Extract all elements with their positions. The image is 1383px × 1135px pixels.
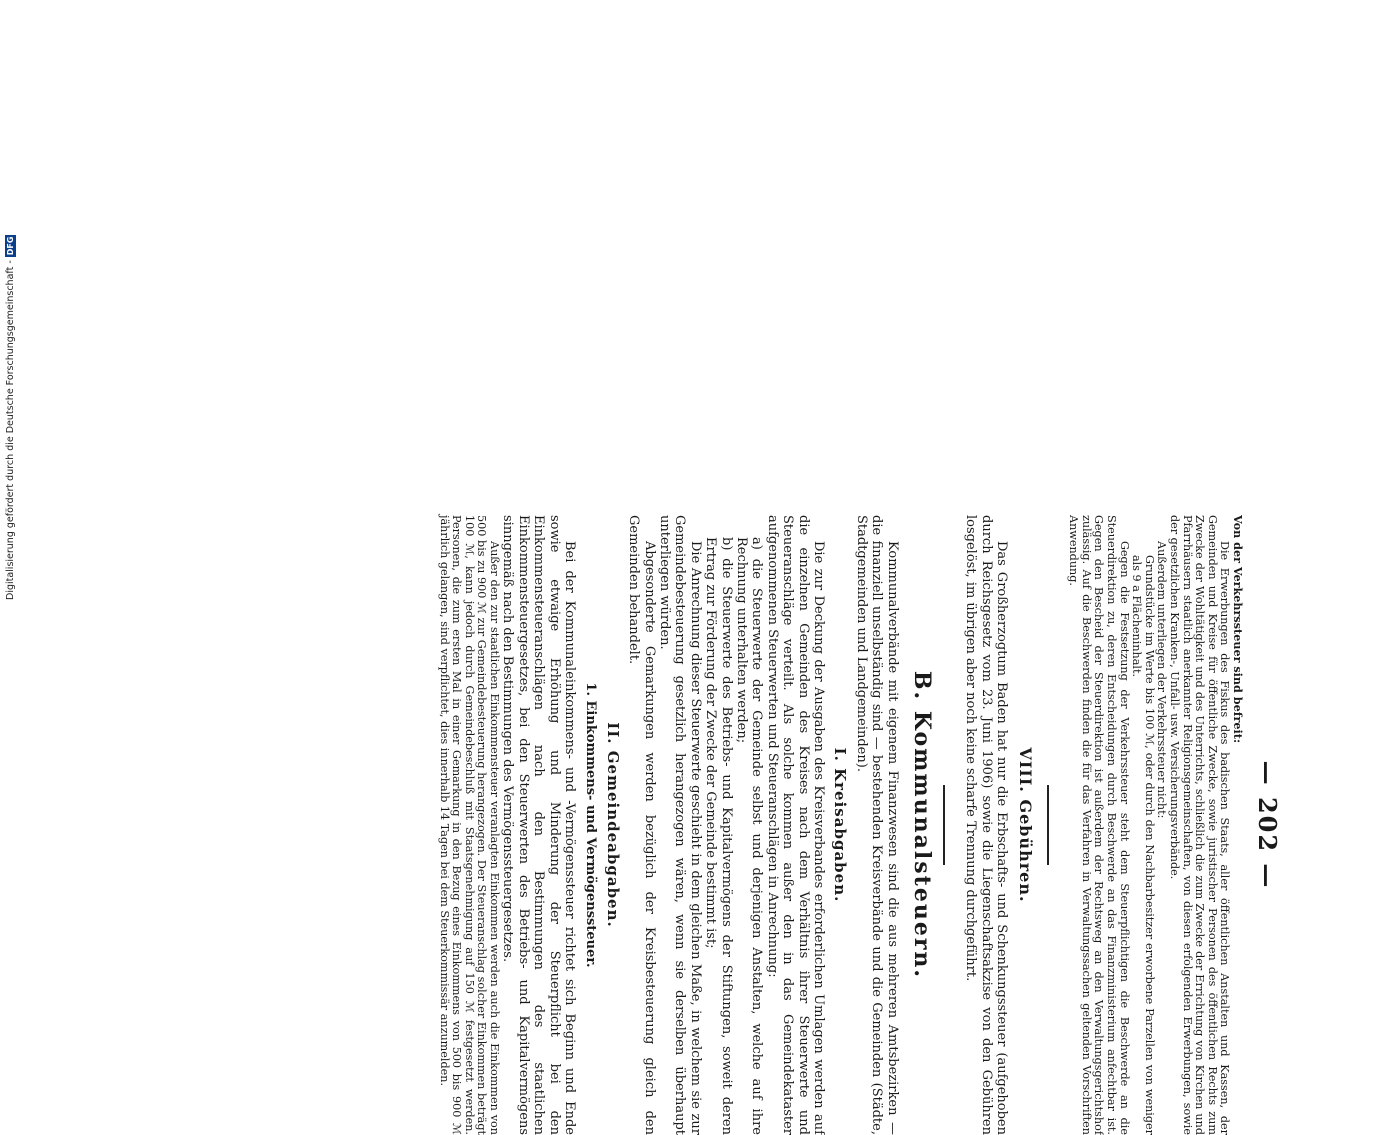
footer-credit <box>0 200 20 600</box>
text-column <box>437 515 1244 1135</box>
paragraph-small-parcels: Grundstücke im Werte bis 100 ℳ, oder durch den Nachbarbesitzer erworbene Parzellen von weniger als 9 a Flächeninhalt. <box>1130 555 1156 1135</box>
paragraph-municipal-unions: Kommunalverbände mit eigenem Finanzwesen sind die aus mehreren Amtsbezirken — die finanziell unselbständig sind — bestehenden Kreisverbände und die Gemeinden (Städte, Stadtgemeinden und Landgemeinden). <box>853 515 900 1135</box>
heading-ii: II. Gemeindeabgaben. <box>603 722 622 928</box>
paragraph-separate-districts: Abgesonderte Gemarkungen werden bezüglich der Kreisbesteuerung gleich den Gemeinden behandelt. <box>626 515 657 1135</box>
heading-income-tax: 1. Einkommens- und Vermögenssteuer. <box>583 682 599 968</box>
footer-text: Digitalisierung gefördert durch die Deutsche Forschungsgemeinschaft - <box>4 260 16 600</box>
heading-b: B. Kommunalsteuern. <box>909 670 936 980</box>
paragraph-district-levies: Die zur Deckung der Ausgaben des Kreisverbandes erforderlichen Umlagen werden auf die einzelnen Gemeinden des Kreises nach dem Verhältnis ihrer Steuerwerte und Steueranschläge verteilt. Als solche kommen außer den in das Gemeindekataster aufgenommenen Steuerwerten und Steueranschlägen in Anrechnung: <box>764 515 827 1135</box>
paragraph-small-incomes: Außer den zur staatlichen Einkommensteuer veranlagten Einkommen werden auch die Einkommen von 500 bis zu 900 ℳ zur Gemeindebesteuerung herangezogen. Der Steueranschlag solcher Einkommen beträgt 100 ℳ, kann jedoch durch Gemeindebeschluß mit Staatsgenehmigung auf 150 ℳ festgesetzt werden. Personen, die zum ersten Mal in einer Gemarkung in den Bezug eines Einkommens von 500 bis 900 ℳ jährlich gelangen, sind verpflichtet, dies innerhalb 14 Tagen bei dem Steuerkommissär anzumelden. <box>437 515 501 1135</box>
page-number: — 202 — <box>1253 760 1282 890</box>
paragraph-fees: Das Großherzogtum Baden hat nur die Erbschafts- und Schenkungssteuer (aufgehoben durch Reichsgesetz vom 23. Juni 1906) sowie die Liegenschaftsakzise von den Gebühren losgelöst, im übrigen aber noch keine scharfe Trennung durchgeführt. <box>963 515 1010 1135</box>
paragraph-exemptions-intro <box>1230 515 1244 1135</box>
paragraph-assessment: Die Anrechnung dieser Steuerwerte geschieht in dem gleichen Maße, in welchem sie zur Gemeindebesteuerung gesetzlich herangezogen wären, wenn sie derselben überhaupt unterliegen würden. <box>656 515 703 1135</box>
paragraph-appeal: Gegen die Festsetzung der Verkehrssteuer steht dem Steuerpflichtigen die Beschwerde an die Steuerdirektion zu, deren Entscheidungen durch Beschwerde an das Finanzministerium anfechtbar ist. Gegen den Bescheid der Steuerdirektion ist außerdem der Rechtsweg an den Verwaltungsgerichtshof zulässig. Auf die Beschwerden finden die für das Verfahren in Verwaltungssachen geltenden Vorschriften Anwendung. <box>1067 515 1131 1135</box>
dfg-logo: DFG <box>5 236 15 256</box>
list-item-b: b) die Steuerwerte des Betriebs- und Kapitalvermögens der Stiftungen, soweit deren Ertrag zur Förderung der Zwecke der Gemeinde bestimmt ist; <box>703 537 734 1135</box>
heading-i: I. Kreisabgaben. <box>831 747 850 903</box>
heading-viii: VIII. Gebühren. <box>1015 747 1035 903</box>
paragraph-not-subject: Außerdem unterliegen der Verkehrssteuer nicht: <box>1155 541 1169 819</box>
paragraph-exemptions: Die Erwerbungen des Fiskus des badischen Staats, aller öffentlichen Anstalten und Kassen, der Gemeinden und Kreise für öffentliche Zwecke, sowie juristischer Personen des öffentlichen Rechts zum Zwecke der Wohltätigkeit und des Unterrichts, schließlich die zum Zwecke der Errichtung von Kirchen und Pfarrhäusern staatlich anerkannter Religionsgemeinschaften, von diesen erfolgenden Erwerbungen, sowie der gesetzlichen Kranken-, Unfall- usw. Versicherungsverbände. <box>1168 515 1232 1135</box>
section-divider <box>943 785 945 865</box>
section-divider <box>1047 785 1049 865</box>
list-item-a: a) die Steuerwerte der Gemeinde selbst und derjenigen Anstalten, welche auf ihre Rechnung unterhalten werden; <box>734 537 765 1135</box>
exemptions-label: Von der Verkehrssteuer sind befreit: <box>1231 515 1245 744</box>
scanned-page <box>282 475 1282 1135</box>
paragraph-income-tax: Bei der Kommunaleinkommens- und -Vermögenssteuer richtet sich Beginn und Ende sowie etwaige Erhöhung und Minderung der Steuerpflicht bei den Einkommensteueranschlägen nach den Bestimmungen des staatlichen Einkommensteuergesetzes, bei den Steuerwerten des Betriebs- und Kapitalvermögens sinngemäß nach den Bestimmungen des Vermögenssteuergesetzes. <box>500 515 577 1135</box>
